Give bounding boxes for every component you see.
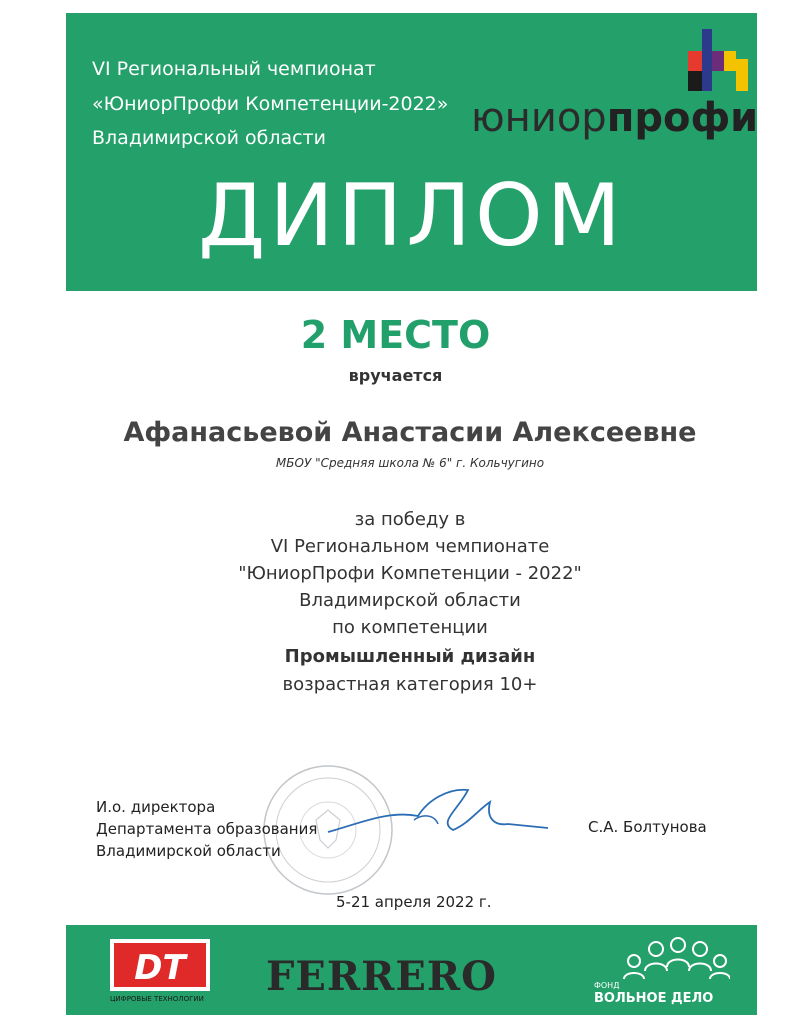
championship-region: Владимирской области [92, 127, 326, 149]
body-line-2: VI Региональном чемпионате [270, 536, 550, 557]
body-line-4: Владимирской области [299, 590, 521, 611]
championship-title: VI Региональный чемпионат [92, 58, 376, 80]
logo-light-text: юниор [471, 95, 607, 141]
signer-position [96, 796, 317, 862]
body-line-1: за победу в [354, 509, 466, 530]
championship-name: «ЮниорПрофи Компетенции-2022» [92, 93, 449, 115]
awarded-label: вручается [348, 366, 443, 385]
recipient-name: Афанасьевой Анастасии Алексеевне [123, 417, 697, 448]
footer-banner [66, 925, 757, 1015]
signer-name: С.А. Болтунова [588, 818, 707, 836]
diploma-title: ДИПЛОМ [198, 166, 625, 266]
body-line-5: по компетенции [332, 617, 488, 638]
recipient-school: МБОУ "Средняя школа № 6" г. Кольчугино [275, 456, 545, 470]
signer-title-2: Департамента образования [96, 820, 318, 838]
header-banner [66, 13, 757, 291]
ferrero-logo: FERRERO [266, 953, 497, 1000]
signer-title-3: Владимирской области [96, 842, 281, 860]
logo-bold-text: профи [606, 95, 759, 141]
body-line-3: "ЮниорПрофи Компетенции - 2022" [238, 563, 582, 584]
dt-logo-text: DT [134, 948, 186, 988]
people-group-icon [620, 937, 730, 981]
fund-label: ФОНД [594, 981, 620, 990]
dt-caption: ЦИФРОВЫЕ ТЕХНОЛОГИИ [110, 995, 204, 1003]
competence-name: Промышленный дизайн [284, 646, 536, 667]
colored-blocks-logo-icon [688, 29, 748, 91]
fund-name: ВОЛЬНОЕ ДЕЛО [594, 991, 714, 1006]
signature-drawing [318, 780, 558, 850]
dt-logo-icon [110, 939, 210, 991]
place-title: 2 МЕСТО [300, 313, 491, 357]
junior-profi-logo [471, 93, 758, 143]
event-date: 5-21 апреля 2022 г. [336, 893, 492, 911]
age-category: возрастная категория 10+ [282, 674, 538, 695]
signer-title-1: И.о. директора [96, 798, 216, 816]
